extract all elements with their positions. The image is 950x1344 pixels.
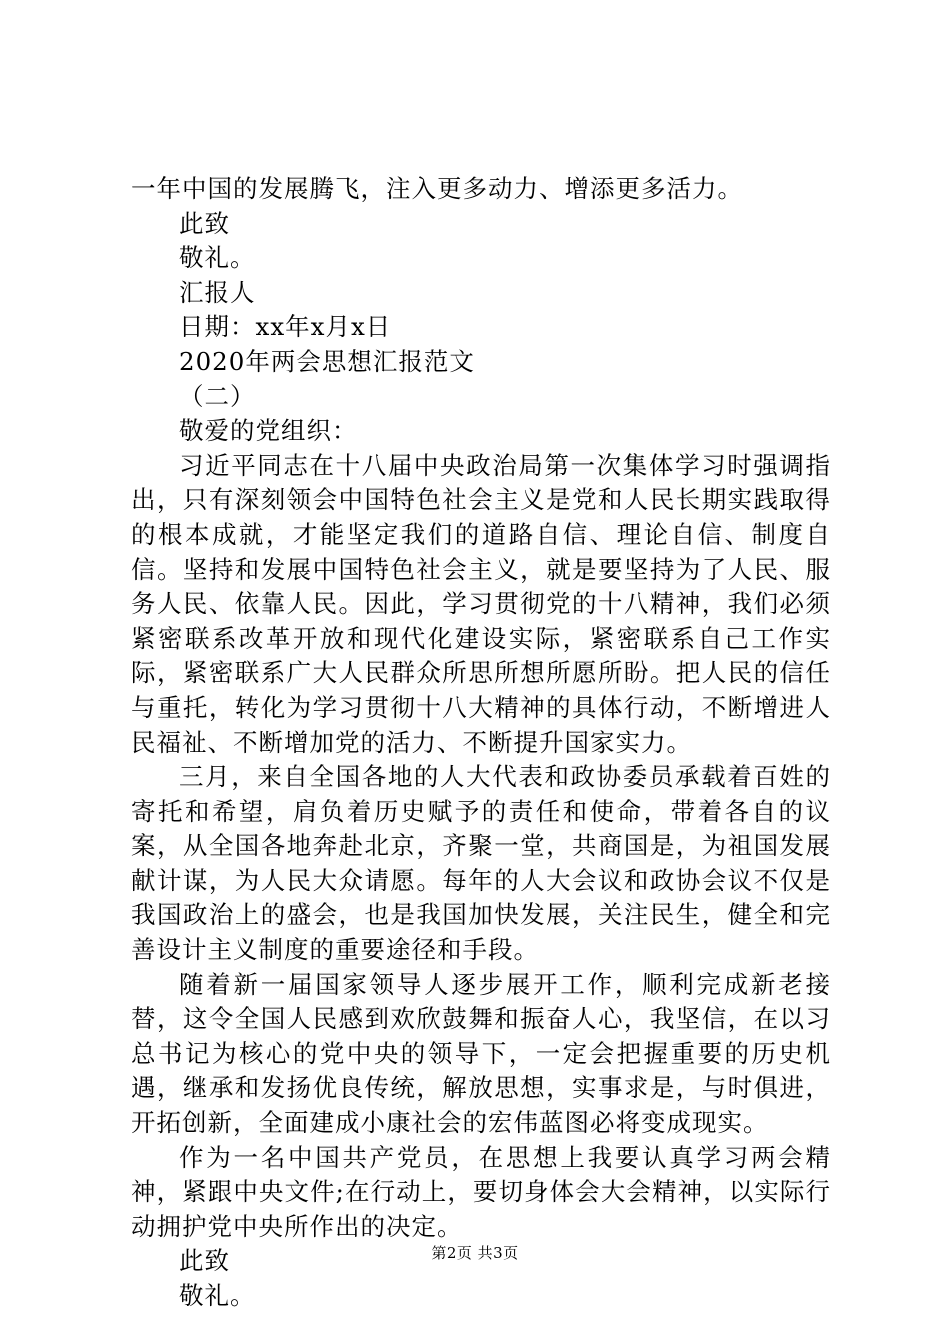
- document-body: [131, 172, 831, 1314]
- body-paragraph-2: 三月，来自全国各地的人大代表和政协委员承载着百姓的寄托和希望，肩负着历史赋予的责任和使命，带着各自的议案，从全国各地奔赴北京，齐聚一堂，共商国是，为祖国发展献计谋，为人民大众请愿。每年的人大会议和政协会议不仅是我国政治上的盛会，也是我国加快发展，关注民生，健全和完善设计主义制度的重要途径和手段。: [131, 762, 831, 965]
- section-number: （二）: [179, 381, 256, 411]
- body-paragraph-4: 作为一名中国共产党员，在思想上我要认真学习两会精神，紧跟中央文件;在行动上，要切身体会大会精神，以实际行动拥护党中央所作出的决定。: [131, 1142, 831, 1241]
- body-paragraph-3: 随着新一届国家领导人逐步展开工作，顺利完成新老接替，这令全国人民感到欢欣鼓舞和振奋人心，我坚信，在以习总书记为核心的党中央的领导下，一定会把握重要的历史机遇，继承和发扬优良传统，解放思想，实事求是，与时俱进，开拓创新，全面建成小康社会的宏伟蓝图必将变成现实。: [131, 969, 831, 1138]
- salutation-line: 此致: [179, 208, 230, 238]
- body-paragraph-1: 习近平同志在十八届中央政治局第一次集体学习时强调指出，只有深刻领会中国特色社会主义是党和人民长期实践取得的根本成就，才能坚定我们的道路自信、理论自信、制度自信。坚持和发展中国特色社会主义，就是要坚持为了人民、服务人民、依靠人民。因此，学习贯彻党的十八精神，我们必须紧密联系改革开放和现代化建设实际，紧密联系自己工作实际，紧密联系广大人民群众所思所想所愿所盼。把人民的信任与重托，转化为学习贯彻十八大精神的具体行动，不断增进人民福祉、不断增加党的活力、不断提升国家实力。: [131, 450, 831, 757]
- regards-line: 敬礼。: [179, 243, 256, 273]
- closing-regards: 敬礼。: [179, 1281, 256, 1310]
- page-footer: [0, 1243, 950, 1263]
- closing-salutation: 此致: [179, 1246, 230, 1276]
- page-number-label: 第2页 共3页: [431, 1244, 519, 1262]
- date-line: 日期：xx年x月x日: [179, 312, 392, 342]
- reporter-line: 汇报人: [179, 277, 256, 307]
- section-title: 2020年两会思想汇报范文: [179, 346, 475, 376]
- continued-text-line: 一年中国的发展腾飞，注入更多动力、增添更多活力。: [131, 174, 743, 203]
- letter-greeting: 敬爱的党组织：: [179, 416, 358, 446]
